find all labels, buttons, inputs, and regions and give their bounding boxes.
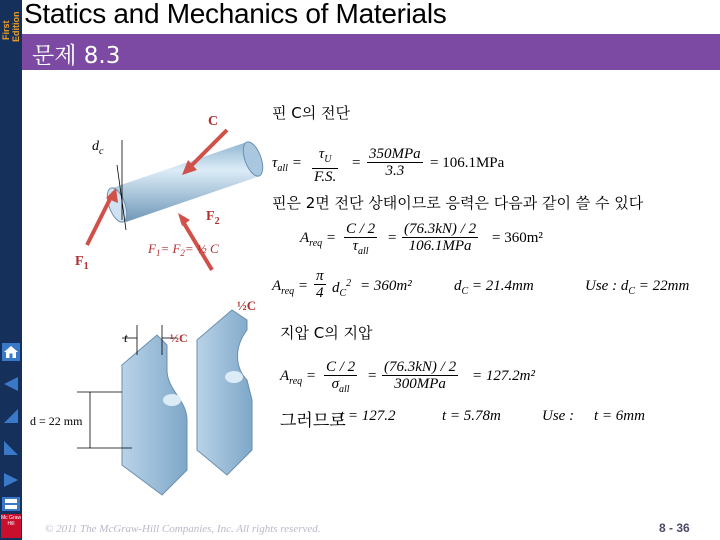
eq4-frac2: (76.3kN) / 2 300MPa <box>384 359 457 392</box>
figure-label-half-C-left: ½C <box>170 331 188 345</box>
eq5-use-prefix: Use : <box>542 408 575 424</box>
bearing-heading: 지압 C의 지압 <box>280 324 373 342</box>
eq2-equals: = <box>388 230 397 246</box>
double-shear-statement: 핀은 2면 전단 상태이므로 응력은 다음과 같이 쓸 수 있다 <box>272 194 644 212</box>
prev-page-button[interactable] <box>1 406 21 426</box>
figure-label-d: d = 22 mm <box>30 414 83 428</box>
eq1-frac2: 350MPa 3.3 <box>369 146 421 179</box>
next-page-button[interactable] <box>1 438 21 458</box>
figure-label-half-C-top: ½C <box>237 298 257 313</box>
eq2-result: = 360m² <box>492 230 543 246</box>
eq1-equals: = <box>352 155 361 171</box>
first-icon <box>2 375 20 393</box>
first-page-button[interactable] <box>1 374 21 394</box>
home-icon <box>2 343 20 361</box>
mcgraw-hill-logo: Mc Graw Hill <box>1 514 21 538</box>
edition-line2: Edition <box>11 11 21 42</box>
figure-label-F2: $F_2$ <box>206 209 220 227</box>
therefore-label: 그러므로 <box>280 411 346 431</box>
eq4-result: = 127.2m² <box>472 368 535 384</box>
header <box>22 0 720 34</box>
book-title: Statics and Mechanics of Materials <box>24 0 447 29</box>
prev-icon <box>2 407 20 425</box>
exit-icon <box>2 497 20 511</box>
eq2-frac1: C / 2 $\tau_{all}$ <box>346 221 376 257</box>
eq4-frac1: C / 2 $\sigma_{all}$ <box>326 359 356 395</box>
last-page-button[interactable] <box>1 470 21 490</box>
figure-label-dc: $d_c$ <box>92 139 104 157</box>
bearing-blocks <box>77 310 252 495</box>
eq5-part1: t = 127.2 <box>340 408 396 424</box>
figure-label-force-eq: $F_1= F_2=$ ½ C <box>148 241 219 258</box>
slide-content <box>22 70 720 540</box>
pin-figure <box>22 70 272 520</box>
left-sidebar <box>0 0 22 540</box>
pin-shear-heading: 핀 C의 전단 <box>272 104 350 122</box>
home-button[interactable] <box>1 342 21 362</box>
figure-label-F1: $F_1$ <box>75 254 89 272</box>
eq3-result: = 360m² <box>360 278 412 294</box>
eq1-frac1: $\frac{\tau_U}{F.S.}$ <box>314 146 337 185</box>
eq3-lhs: $A_{req}$ = <box>272 278 309 297</box>
pin-cylinder <box>103 139 266 230</box>
eq5-part2: t = 5.78m <box>442 408 501 424</box>
eq3-dc-result: $d_C = 21.4mm$ <box>454 278 534 297</box>
eq1-result: = 106.1MPa <box>430 155 505 171</box>
eq3-use: Use : $d_C = 22mm$ <box>585 278 690 297</box>
problem-title: 문제 8.3 <box>32 43 121 69</box>
copyright-notice: © 2011 The McGraw-Hill Companies, Inc. All rights reserved. <box>45 523 321 535</box>
eq4-lhs: $A_{req}$ = <box>280 368 317 387</box>
problem-header <box>22 34 720 70</box>
page-number: 8 - 36 <box>659 521 690 535</box>
figure-label-t: t <box>124 330 128 345</box>
eq2-lhs: $A_{req}$ = <box>300 230 337 249</box>
eq3-frac: $\frac{\pi}{4}$ <box>316 268 324 301</box>
edition-line1: First <box>1 20 11 40</box>
eq5-use-val: t = 6mm <box>594 408 645 424</box>
edition-label <box>1 2 21 42</box>
figure-label-C: C <box>208 114 219 129</box>
eq3-dc: $d_C^2$ <box>332 278 352 299</box>
eq1-lhs: $\tau_{all}$ = <box>272 155 302 174</box>
exit-button[interactable] <box>1 494 21 514</box>
next-icon <box>2 439 20 457</box>
last-icon <box>2 471 20 489</box>
eq4-equals: = <box>368 368 377 384</box>
eq2-frac2: (76.3kN) / 2 106.1MPa <box>404 221 477 254</box>
